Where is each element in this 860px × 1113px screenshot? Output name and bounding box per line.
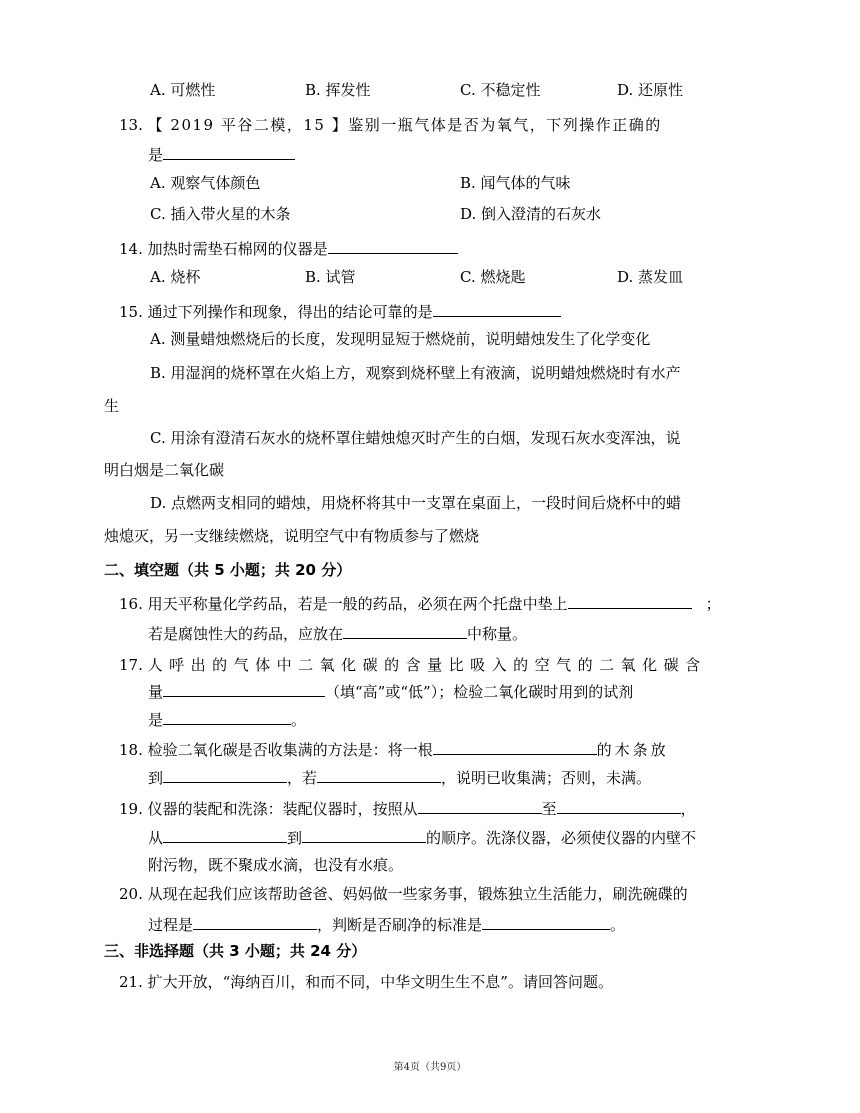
- q18-text-2c: ，说明已收集满；否则，未满。: [441, 769, 652, 787]
- q12-option-a: A. 可燃性: [150, 81, 216, 99]
- q13-answer-blank[interactable]: [163, 143, 295, 160]
- q17-blank-1[interactable]: [163, 680, 325, 697]
- q12-option-c: C. 不稳定性: [460, 81, 541, 99]
- q19-line3: 附污物，既不聚成水滴，也没有水痕。: [148, 856, 404, 874]
- q19-text-2b: 到: [287, 829, 303, 847]
- q19-text-1a: 仪器的装配和洗涤：装配仪器时，按照从: [147, 800, 418, 818]
- q16-text-2a: 若是腐蚀性大的药品，应放在: [148, 625, 344, 643]
- q15-option-d-line1: D. 点燃两支相同的蜡烛，用烧杯将其中一支罩在桌面上，一段时间后烧杯中的蜡: [150, 494, 682, 512]
- q19-text-1c: ，: [680, 800, 696, 818]
- q20-text-2c: 。: [610, 916, 626, 934]
- q20-blank-1[interactable]: [193, 913, 317, 930]
- q16-blank-2[interactable]: [343, 622, 467, 639]
- q13-stem-line1: [119, 115, 739, 135]
- q15-option-c-line2: 明白烟是二氧化碳: [104, 461, 225, 479]
- q14-option-b: B. 试管: [305, 268, 356, 286]
- q13-option-c: C. 插入带火星的木条: [150, 205, 291, 223]
- q17-line3: [148, 708, 306, 730]
- q12-option-d: D. 还原性: [617, 81, 684, 99]
- q20-line2: [148, 913, 625, 935]
- q18-blank-2[interactable]: [163, 766, 287, 783]
- q16-line1: [119, 592, 721, 614]
- q16-text-2b: 中称量。: [467, 625, 528, 643]
- q21-number: 21.: [119, 973, 143, 991]
- q13-option-a: A. 观察气体颜色: [150, 174, 261, 192]
- q14-option-a: A. 烧杯: [150, 268, 201, 286]
- q15-option-a: A. 测量蜡烛燃烧后的长度，发现明显短于燃烧前，说明蜡烛发生了化学变化: [150, 330, 651, 348]
- q20-line1: [119, 884, 688, 904]
- q17-text-2a: 量: [148, 683, 164, 701]
- q17-text-1: 人呼出的气体中二氧化碳的含量比吸入的空气的二氧化碳含: [147, 656, 707, 674]
- q14-option-c: C. 燃烧匙: [460, 268, 526, 286]
- q15-option-c-line1: C. 用涂有澄清石灰水的烧杯罩住蜡烛熄灭时产生的白烟，发现石灰水变浑浊，说: [150, 429, 681, 447]
- q18-blank-3[interactable]: [317, 766, 441, 783]
- q18-text-1b: 的木条放: [596, 741, 669, 759]
- q18-line2: [148, 766, 651, 788]
- q20-text-2b: ，判断是否刷净的标准是: [317, 916, 483, 934]
- section-3-title: 三、非选择题（共 3 小题；共 24 分）: [104, 942, 367, 960]
- q13-stem-tail: 是: [148, 146, 164, 164]
- q15-stem: [119, 300, 561, 322]
- q14-stem: [119, 237, 458, 259]
- q19-text-2a: 从: [148, 829, 164, 847]
- q17-number: 17.: [119, 656, 143, 674]
- q15-answer-blank[interactable]: [433, 300, 561, 317]
- q15-number: 15.: [119, 303, 143, 321]
- q13-option-d: D. 倒入澄清的石灰水: [460, 205, 602, 223]
- q13-stem: 【 2019 平谷二模，15 】鉴别一瓶气体是否为氧气，下列操作正确的: [147, 116, 662, 134]
- q18-text-2a: 到: [148, 769, 164, 787]
- q12-option-b: B. 挥发性: [305, 81, 371, 99]
- q16-line2: [148, 622, 527, 644]
- q16-text-1: 用天平称量化学药品，若是一般的药品，必须在两个托盘中垫上: [147, 595, 568, 613]
- q20-blank-2[interactable]: [482, 913, 610, 930]
- q15-option-b-line2: 生: [104, 397, 120, 415]
- q18-line1: [119, 738, 669, 760]
- q21-stem-text: 扩大开放，“海纳百川，和而不同，中华文明生生不息”。请回答问题。: [147, 973, 613, 991]
- q19-blank-4[interactable]: [302, 826, 426, 843]
- q18-text-1a: 检验二氧化碳是否收集满的方法是：将一根: [147, 741, 433, 759]
- q17-line1: [119, 655, 707, 675]
- q19-text-1b: 至: [541, 800, 557, 818]
- q14-option-d: D. 蒸发皿: [617, 268, 684, 286]
- q16-text-1-end: ；: [705, 595, 721, 613]
- q14-number: 14.: [119, 240, 143, 258]
- q21-stem: [119, 972, 613, 992]
- q20-text-1: 从现在起我们应该帮助爸爸、妈妈做一些家务事，锻炼独立生活能力，刷洗碗碟的: [147, 885, 688, 903]
- q19-number: 19.: [119, 800, 143, 818]
- q17-text-3b: 。: [291, 711, 307, 729]
- q17-text-2b: （填“高”或“低”）；检验二氧化碳时用到的试剂: [325, 683, 634, 701]
- q18-blank-1[interactable]: [433, 738, 597, 755]
- q17-line2: [148, 680, 633, 702]
- q16-blank-1[interactable]: [568, 592, 692, 609]
- q19-blank-2[interactable]: [557, 797, 681, 814]
- q19-blank-3[interactable]: [163, 826, 287, 843]
- q19-text-2c: 的顺序。洗涤仪器，必须使仪器的内壁不: [426, 829, 697, 847]
- q17-text-3a: 是: [148, 711, 164, 729]
- q15-option-d-line2: 烛熄灭，另一支继续燃烧，说明空气中有物质参与了燃烧: [104, 527, 480, 545]
- q20-number: 20.: [119, 885, 143, 903]
- q15-stem-text: 通过下列操作和现象，得出的结论可靠的是: [147, 303, 433, 321]
- page-footer: 第4页（共9页）: [393, 1062, 467, 1073]
- q13-stem-line2: [148, 143, 295, 165]
- q19-blank-1[interactable]: [418, 797, 542, 814]
- q18-text-2b: ，若: [287, 769, 318, 787]
- q18-number: 18.: [119, 741, 143, 759]
- q14-stem-text: 加热时需垫石棉网的仪器是: [147, 240, 328, 258]
- q17-blank-2[interactable]: [163, 708, 291, 725]
- q19-line1: [119, 797, 696, 819]
- section-2-title: 二、填空题（共 5 小题；共 20 分）: [104, 561, 352, 579]
- q15-option-b-line1: B. 用湿润的烧杯罩在火焰上方，观察到烧杯壁上有液滴，说明蜡烛燃烧时有水产: [150, 364, 681, 382]
- q20-text-2a: 过程是: [148, 916, 194, 934]
- q14-answer-blank[interactable]: [328, 237, 458, 254]
- q13-option-b: B. 闻气体的气味: [460, 174, 571, 192]
- q19-line2: [148, 826, 696, 848]
- q16-number: 16.: [119, 595, 143, 613]
- q13-number: 13.: [119, 116, 143, 134]
